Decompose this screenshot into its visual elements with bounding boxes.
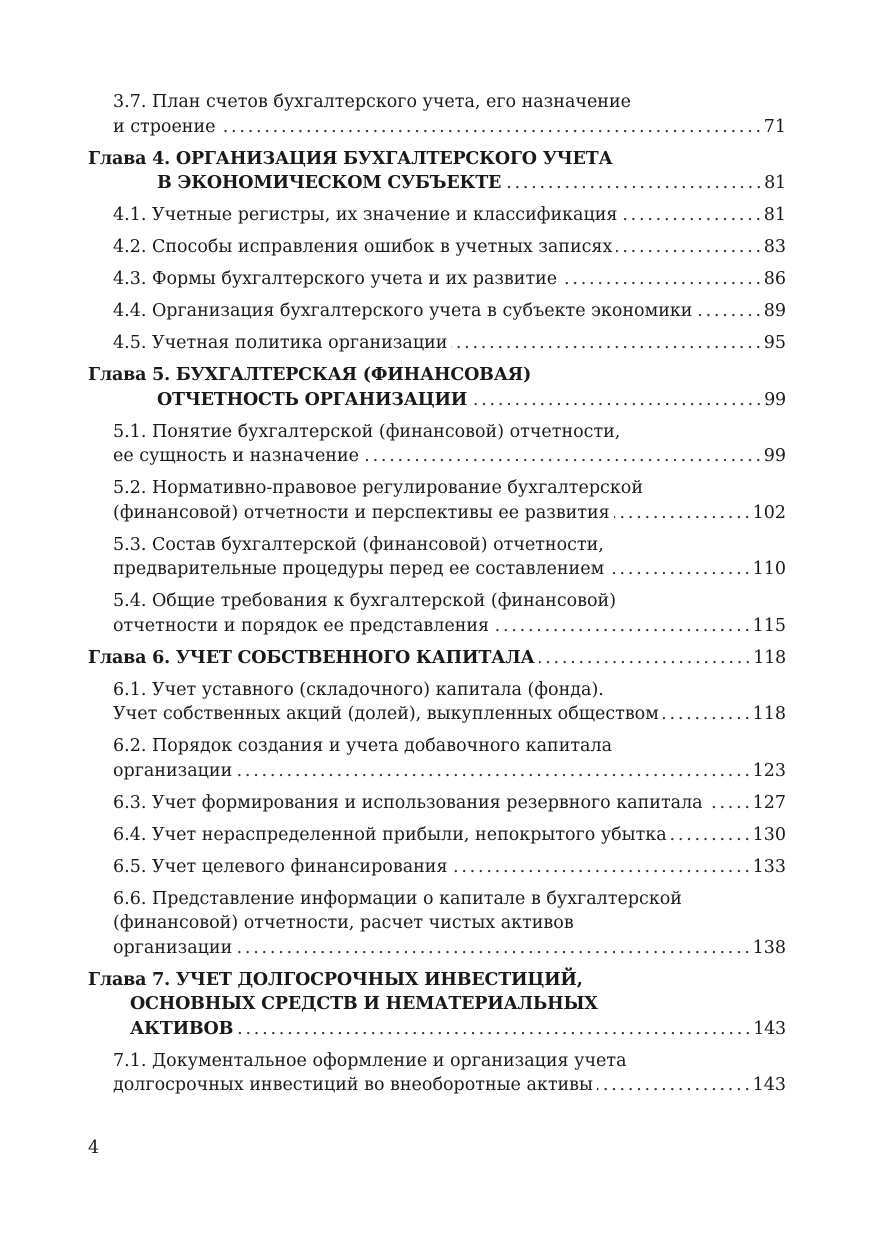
dot-leader (451, 331, 759, 356)
page-ref: 102 (752, 502, 786, 523)
page-ref: 110 (752, 559, 786, 579)
toc-entry-6-4 (88, 823, 786, 848)
toc-entry-5-1 (88, 420, 786, 469)
toc-entry-4-1 (88, 203, 786, 228)
page-ref: 130 (752, 824, 786, 845)
entry-title: 3.7. План счетов бухгалтерского учета, его назначение (113, 92, 631, 112)
chapter-title-cont: АКТИВОВ (130, 1018, 234, 1039)
dot-leader (561, 267, 760, 292)
page-number: 4 (88, 1138, 100, 1158)
toc-chapter-4 (88, 147, 786, 196)
toc-entry-4-2 (88, 235, 786, 260)
toc-chapter-5 (88, 363, 786, 412)
dot-leader (236, 936, 748, 961)
entry-title: 4.1. Учетные регистры, их значение и классификация (113, 205, 618, 225)
page-ref: 115 (752, 615, 786, 636)
entry-title-cont: долгосрочных инвестиций во внеоборотные активы (113, 1075, 593, 1095)
dot-leader (696, 299, 759, 324)
toc-chapter-6 (88, 646, 786, 671)
dot-leader (707, 791, 749, 816)
page-ref: 99 (764, 389, 786, 410)
entry-title-cont: ее сущность и назначение (113, 446, 359, 466)
entry-title: 6.2. Порядок создания и учета добавочного капитала (113, 736, 613, 756)
chapter-title: Глава 4. ОРГАНИЗАЦИЯ БУХГАЛТЕРСКОГО УЧЕТА (88, 148, 613, 169)
page-ref: 118 (753, 647, 786, 668)
dot-leader (621, 203, 759, 228)
entry-title-cont: отчетности и порядок ее представления (113, 615, 490, 636)
toc-entry-4-5 (88, 331, 786, 356)
dot-leader (452, 855, 749, 880)
chapter-title: Глава 6. УЧЕТ СОБСТВЕННОГО КАПИТАЛА (88, 647, 535, 668)
toc-entry-6-3 (88, 791, 786, 816)
page-ref: 123 (752, 760, 786, 781)
toc-entry-5-3 (88, 533, 786, 582)
entry-title-cont: (финансовой) отчетности, расчет чистых активов (113, 913, 574, 933)
entry-title-cont: организации (113, 937, 233, 958)
dot-leader (539, 646, 750, 671)
dot-leader (471, 388, 760, 413)
entry-title-cont: (финансовой) отчетности и перспективы ее развития (113, 502, 610, 523)
entry-title: 4.3. Формы бухгалтерского учета и их развитие (113, 269, 558, 289)
entry-title-cont: предварительные процедуры перед ее составлением (113, 559, 605, 579)
page-ref: 143 (752, 1075, 786, 1095)
entry-title: 6.3. Учет формирования и использования резервного капитала (113, 792, 703, 813)
dot-leader (614, 501, 749, 526)
page-ref: 133 (752, 856, 786, 877)
dot-leader (616, 235, 759, 260)
dot-leader (220, 115, 760, 140)
page-ref: 81 (763, 205, 786, 225)
entry-title: 4.2. Способы исправления ошибок в учетных записях (113, 237, 613, 257)
chapter-title: Глава 5. БУХГАЛТЕРСКАЯ (ФИНАНСОВАЯ) (88, 365, 532, 385)
chapter-title-cont: ОТЧЕТНОСТЬ ОРГАНИЗАЦИИ (157, 389, 468, 410)
entry-title: 6.6. Представление информации о капитале в бухгалтерской (113, 888, 682, 909)
table-of-contents (88, 90, 786, 1105)
page-ref: 99 (763, 446, 786, 466)
toc-entry-4-4 (88, 299, 786, 324)
page-ref: 89 (763, 301, 786, 321)
dot-leader (597, 1073, 749, 1098)
page-ref: 83 (763, 237, 786, 257)
dot-leader (663, 702, 749, 727)
page-ref: 118 (752, 704, 786, 724)
dot-leader (237, 1017, 749, 1042)
page-ref: 71 (763, 116, 786, 137)
entry-title-cont: организации (113, 760, 233, 781)
chapter-title-cont: В ЭКОНОМИЧЕСКОМ СУБЪЕКТЕ (157, 173, 502, 193)
entry-title: 5.3. Состав бухгалтерской (финансовой) отчетности, (113, 534, 604, 555)
toc-entry-6-5 (88, 855, 786, 880)
toc-entry-5-4 (88, 589, 786, 638)
dot-leader (493, 614, 748, 639)
dot-leader (363, 444, 760, 469)
entry-title: 4.4. Организация бухгалтерского учета в субъекте экономики (113, 301, 693, 321)
chapter-title: Глава 7. УЧЕТ ДОЛГОСРОЧНЫХ ИНВЕСТИЦИЙ, (88, 969, 583, 990)
page-ref: 86 (763, 269, 786, 289)
page-ref: 143 (753, 1018, 786, 1039)
entry-title: 6.5. Учет целевого финансирования (113, 856, 448, 877)
toc-entry-5-2 (88, 476, 786, 525)
page-ref: 95 (763, 333, 786, 353)
toc-chapter-7 (88, 968, 786, 1042)
entry-title: 5.2. Нормативно-правовое регулирование бухгалтерской (113, 478, 643, 498)
dot-leader (608, 557, 748, 582)
toc-entry-6-2 (88, 734, 786, 783)
entry-title: 6.1. Учет уставного (складочного) капитала (фонда). (113, 679, 604, 700)
page-ref: 127 (752, 792, 786, 813)
entry-title-cont: Учет собственных акций (долей), выкупленных обществом (113, 704, 659, 724)
entry-title: 6.4. Учет нераспределенной прибыли, непокрытого убытка (113, 824, 667, 845)
toc-entry-6-6 (88, 887, 786, 961)
toc-entry-4-3 (88, 267, 786, 292)
toc-entry-3-7 (88, 90, 786, 139)
page-ref: 81 (764, 173, 786, 193)
entry-title: 5.1. Понятие бухгалтерской (финансовой) отчетности, (113, 421, 621, 442)
dot-leader (505, 171, 760, 196)
toc-entry-7-1 (88, 1049, 786, 1098)
dot-leader (671, 823, 749, 848)
toc-entry-6-1 (88, 678, 786, 727)
entry-title: 7.1. Документальное оформление и организация учета (113, 1050, 627, 1071)
dot-leader (236, 759, 748, 784)
entry-title-cont: и строение (113, 116, 216, 137)
chapter-title-cont: ОСНОВНЫХ СРЕДСТВ И НЕМАТЕРИАЛЬНЫХ (130, 994, 598, 1014)
page-ref: 138 (752, 937, 786, 958)
entry-title: 4.5. Учетная политика организации (113, 333, 448, 353)
entry-title: 5.4. Общие требования к бухгалтерской (финансовой) (113, 591, 617, 611)
